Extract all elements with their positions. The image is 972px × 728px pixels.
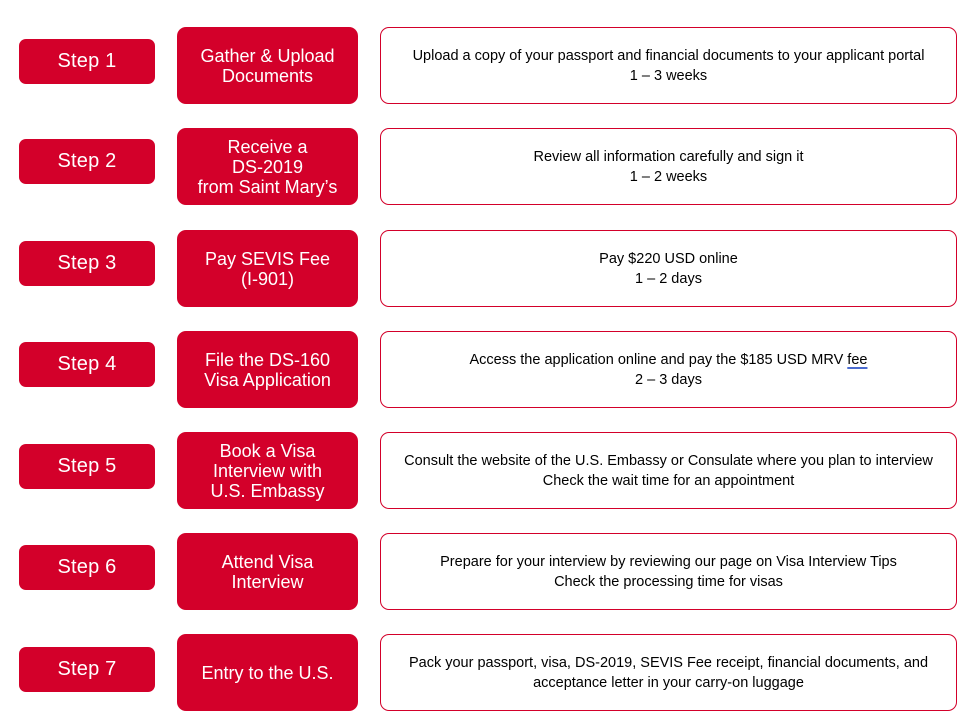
step-1-description: Upload a copy of your passport and financial documents to your applicant portal [412, 47, 925, 64]
step-5-label: Step 5 [57, 455, 117, 477]
step-5-description: Consult the website of the U.S. Embassy or Consulate where you plan to interview [404, 452, 933, 469]
step-4-label: Step 4 [57, 353, 117, 375]
step-4-description-text: Access the application online and pay the $185 USD MRV [469, 351, 844, 368]
step-3-title: Pay SEVIS Fee (I-901) [204, 248, 331, 289]
step-1-title-box [177, 27, 358, 104]
step-6-title: Attend Visa Interview [221, 551, 314, 592]
step-6-description-box [380, 533, 957, 610]
step-4-badge [19, 342, 155, 387]
step-4-fee-word: fee [847, 351, 868, 368]
step-3-badge [19, 241, 155, 286]
step-2-duration: 1 – 2 weeks [629, 168, 708, 185]
step-2-label: Step 2 [57, 150, 117, 172]
step-7-description: Pack your passport, visa, DS-2019, SEVIS Fee receipt, financial documents, and [408, 654, 929, 671]
step-5-badge [19, 444, 155, 489]
step-7-badge [19, 647, 155, 692]
step-6-label: Step 6 [57, 556, 117, 578]
step-7-description-continued: acceptance letter in your carry-on luggage [533, 674, 804, 691]
step-2-description-box [380, 128, 957, 205]
step-7-title-box [177, 634, 358, 711]
step-1-label: Step 1 [57, 50, 117, 72]
step-5-description-box [380, 432, 957, 509]
step-2-description: Review all information carefully and sign it [533, 148, 804, 165]
step-6-duration: Check the processing time for visas [554, 573, 783, 590]
step-6-description: Prepare for your interview by reviewing our page on Visa Interview Tips [440, 553, 897, 570]
step-4-title: File the DS-160 Visa Application [204, 349, 331, 390]
step-1-title: Gather & Upload Documents [200, 45, 335, 86]
step-4-description-box [380, 331, 957, 408]
step-3-description: Pay $220 USD online [599, 250, 738, 267]
step-7-label: Step 7 [57, 658, 117, 680]
step-4-duration: 2 – 3 days [635, 371, 702, 388]
step-7-description-box [380, 634, 957, 711]
step-1-badge [19, 39, 155, 84]
step-3-title-box [177, 230, 358, 307]
step-4-description [470, 350, 868, 370]
step-4-title-box [177, 331, 358, 408]
step-5-title-box [177, 432, 358, 509]
step-2-title: Receive a DS-2019 from Saint Mary’s [197, 136, 338, 197]
step-1-duration: 1 – 3 weeks [629, 67, 708, 84]
step-3-description-box [380, 230, 957, 307]
step-6-title-box [177, 533, 358, 610]
step-6-badge [19, 545, 155, 590]
step-5-duration: Check the wait time for an appointment [542, 472, 795, 489]
step-3-duration: 1 – 2 days [635, 270, 702, 287]
step-1-description-box [380, 27, 957, 104]
step-3-label: Step 3 [57, 252, 117, 274]
step-2-badge [19, 139, 155, 184]
step-2-title-box [177, 128, 358, 205]
step-7-title: Entry to the U.S. [201, 662, 334, 683]
step-5-title: Book a Visa Interview with U.S. Embassy [210, 440, 325, 501]
